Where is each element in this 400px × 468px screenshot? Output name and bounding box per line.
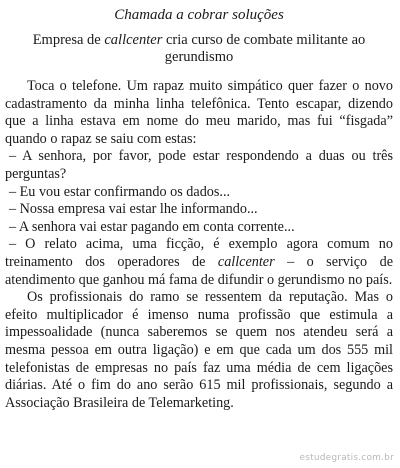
dialog-line: – A senhora vai estar pagando em conta corrente... (9, 218, 295, 235)
document-title: Chamada a cobrar soluções (114, 7, 284, 23)
paragraph-comment (5, 236, 393, 289)
subtitle-text: Empresa de (32, 32, 105, 48)
subtitle-emphasis: callcenter (104, 32, 163, 48)
comment-emphasis: callcenter (217, 253, 275, 270)
watermark: estudegratis.com.br (299, 453, 394, 463)
dialog-line: – A senhora, por favor, pode estar respondendo a duas ou três perguntas? (5, 148, 393, 182)
paragraph-intro: Toca o telefone. Um rapaz muito simpático quer fazer o novo cadastramento da minha linha telefônica. Tento escapar, dizendo que a linha estava em nome do meu marido, mas fui “fisgada” quando o rapaz se saiu com estas: (5, 78, 393, 147)
dialog-line: – Eu vou estar confirmando os dados... (9, 183, 231, 200)
document-subtitle (5, 32, 393, 66)
comment-text-end: – o serviço de atendimento que ganhou má fama de difundir o gerundismo no país. (5, 253, 393, 288)
paragraph-closing: Os profissionais do ramo se ressentem da reputação. Mas o efeito multiplicador é imenso numa profissão que estimula a impessoalidade (nunca saberemos se quem nos atendeu será a mesma pessoa em outra ligação) e em que cada um dos 555 mil telefonistas de empresas no país faz uma média de cem ligações diárias. Até o fim do ano serão 615 mil profissionais, segundo a Associação Brasileira de Telemarketing. (5, 289, 393, 411)
subtitle-text-end: cria curso de combate militante ao gerundismo (162, 32, 366, 65)
document-page (5, 0, 393, 412)
comment-text: – O relato acima, uma ficção, é exemplo agora comum no treinamento dos operadores de (5, 236, 393, 270)
dialog-line: – Nossa empresa vai estar lhe informando... (9, 201, 258, 218)
article-body (5, 78, 393, 412)
